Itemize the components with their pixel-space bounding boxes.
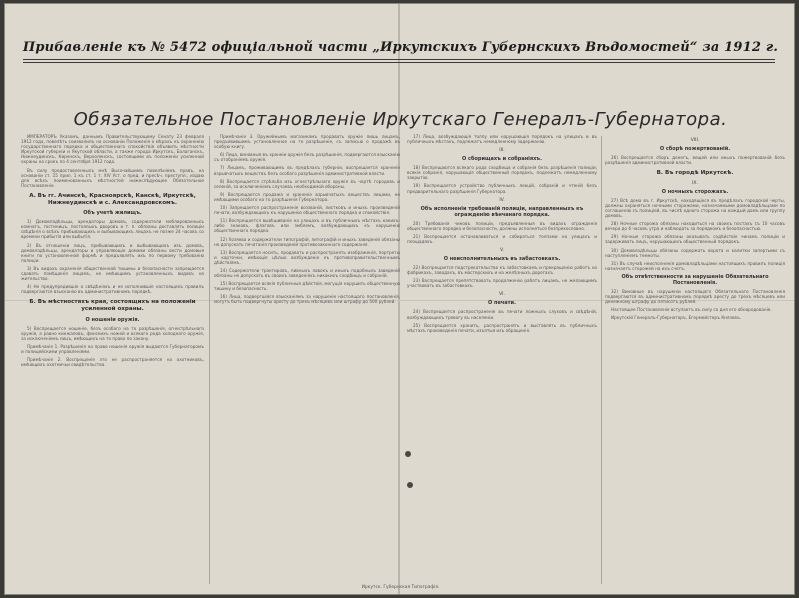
paragraph: 20) Требованія чиновъ полиціи, предъявленныя въ видахъ огражденія общественнаго порядка и безопасности, должны исполняться безпрекословно. <box>407 220 597 231</box>
paragraph: 14) Содержатели трактировъ, пивныхъ лавокъ и иныхъ подобныхъ заведеній обязаны не допускать въ своихъ заведеніяхъ никакихъ сходбищъ и собраній. <box>214 267 400 279</box>
paper-hole <box>407 482 413 488</box>
paragraph: 32) Виновные въ нарушеніи настоящаго Обязательнаго Постановленія подвергаются въ административномъ порядкѣ аресту до трехъ мѣсяцевъ или денежному штрафу до пятисотъ рублей. <box>605 288 785 305</box>
paragraph: 30) Домовладѣльцы обязаны содержать ворота и калитки запертыми съ наступленіемъ темноты. <box>605 247 785 258</box>
paragraph: 19) Воспрещается устройство публичныхъ лекцій, собраній и чтеній безъ предварительнаго разрѣшенія Губернатора. <box>407 183 597 194</box>
paragraph: Иркутскій Генералъ-Губернаторъ, Егермейстеръ Князевъ. <box>611 315 742 321</box>
paragraph: 29) Ночные сторожа обязаны оказывать содѣйствіе чинамъ полиціи и задерживать лицъ, нарушающихъ общественный порядокъ. <box>605 234 785 245</box>
section-heading: А. Въ гг. Ачинскѣ, Красноярскѣ, Канскѣ, Иркутскѣ, Нижнеудинскѣ и с. Александровскомъ. <box>29 192 196 206</box>
paragraph: 18) Воспрещаются всякаго рода сходбища и собранія безъ разрѣшенія полиціи; всякія собранія, нарушающія общественный порядокъ, подлежатъ немедленному закрытію. <box>407 165 597 181</box>
paragraph: 6) Лица, виновныя въ хранеіи оружія безъ разрѣшенія, подвергаются взысканію съ отобраніемъ оружія. <box>214 152 400 163</box>
section-number: VI. <box>499 292 505 298</box>
paragraph: 4) Не предупредившіе о свѣдѣніяхъ и не исполнившіе настоящихъ правилъ подвергаются взысканію въ административномъ порядкѣ. <box>21 284 204 295</box>
printer-imprint: Иркутск. Губернская Типографія. <box>361 585 440 590</box>
text-column-2 <box>214 134 400 586</box>
column-divider <box>601 136 602 584</box>
subsection-heading: Объ учетѣ жилищъ. <box>83 210 142 217</box>
section-number: VIII. <box>690 138 700 143</box>
subsection-heading: О сборѣ пожертвованій. <box>659 146 731 152</box>
document-title: Обязательное Постановленіе Иркутскаго Генералъ-Губернатора. <box>73 109 728 130</box>
paragraph: 1) Домовладѣльцы, арендаторы домовъ, содержатели меблированныхъ комнатъ, гостиницъ, постоялыхъ дворовъ и т. п. обязаны доставлять полиціи свѣдѣнія о всѣхъ прибывающихъ и выбывающихъ лицахъ не позже 24 часовъ со времени прибытія или выбытія. <box>21 219 204 240</box>
paragraph: 28) Ночные сторожа обязаны находиться на своихъ постахъ съ 10 часовъ вечера до 6 часовъ утра и наблюдать за порядкомъ и безопасностью. <box>605 221 785 232</box>
paragraph: 17) Лица, возбуждающія толпу или нарушающія порядокъ на улицахъ и въ публичныхъ мѣстахъ, подлежатъ немедленному задержанію. <box>407 134 597 145</box>
paragraph: 26) Воспрещается сборъ денегъ, вещей или иныхъ пожертвованій безъ разрѣшенія административной власти. <box>605 155 785 166</box>
paragraph: 12) Хозяева и содержатели типографій, литографій и иныхъ заведеній обязаны не допускать печатанія произведеній противозаконнаго содержанія. <box>214 236 400 247</box>
paragraph: 15) Воспрещается всякія публичныя дѣйствія, могущія нарушить общественную тишину и безопасность. <box>214 281 400 292</box>
subsection-heading: Объ отвѣтственности за нарушеніе Обязательнаго Постановленія. <box>621 273 769 286</box>
subsection-heading: О неисполнительныхъ въ забастовкахъ. <box>443 256 561 263</box>
text-column-3 <box>407 134 597 586</box>
paragraph: ИМПЕРАТОРЪ Указомъ, даннымъ Правительствующему Сенату 23 февраля 1912 года, повелѣть соизволилъ на основаніи Положенія о мѣрахъ къ охраненію государственнаго порядка и общественнаго спокойствія объявить мѣстности Иркутской губерніи и Якутской области, а также города Иркутскъ, Балаганскъ, Нижнеудинскъ, Киренскъ, Верхоленскъ, состоящими въ положеніи усиленной охраны на срокъ по 4 сентября 1912 года. <box>21 134 204 165</box>
section-heading: В. Въ городѣ Иркутскѣ. <box>656 170 734 177</box>
paragraph: 27) Всѣ дома въ г. Иркутскѣ, находящіеся въ предѣлахъ городской черты, должны охраняться ночными сторожами, назначаемыми домовладѣльцами по соглашенію съ полиціей, въ числѣ одного сторожа на каждый домъ или группу домовъ. <box>605 197 785 219</box>
paragraph: 7) Лицамъ, проживающимъ въ предѣлахъ губерніи, воспрещается храненіе взрывчатыхъ веществъ безъ особаго разрѣшенія административной власти. <box>214 165 400 176</box>
section-number: III. <box>499 148 505 154</box>
paragraph: 2) Въ отношеніи лицъ, прибывающихъ и выбывающихъ изъ домовъ, домовладѣльцы, арендаторы и управляющіе домами обязаны вести домовыя книги по установленной формѣ и предъявлять ихъ по первому требованію полиціи. <box>21 242 204 263</box>
subsection-heading: Объ исполненіи требованій полиціи, направленныхъ къ огражденію вѣнчанаго порядка. <box>420 205 584 218</box>
paragraph: Примѣчаніе 1. Разрѣшенія на право ношенія оружія выдаются Губернаторомъ и полицейскими управленіями. <box>21 343 204 354</box>
paragraph: 13) Воспрещается носить, продавать и распространять изображенія, портреты и карточки, имѣющія цѣлью возбужденіе къ противоправительственнымъ дѣйствіямъ. <box>214 249 400 265</box>
text-column-4 <box>605 134 785 586</box>
subsection-heading: О сборищахъ и собраніяхъ. <box>462 156 542 163</box>
paragraph: 11) Воспрещается вывѣшиваніе на улицахъ и въ публичныхъ мѣстахъ какихъ-либо знаковъ, флаговъ или эмблемъ, возбуждающихъ къ нарушенію общественнаго порядка. <box>214 218 400 234</box>
section-number: IX. <box>692 180 698 186</box>
paragraph: Примѣчаніе 2. Воспрещеніе это не распространяется на охотниковъ, имѣющихъ охотничьи свидѣтельства. <box>21 357 204 368</box>
paragraph: 31) Въ случаѣ неисполненія домовладѣльцами настоящихъ правилъ полиція назначаетъ сторожей на ихъ счетъ. <box>605 260 785 271</box>
section-number: IV. <box>499 197 505 203</box>
paragraph: 25) Воспрещается хранить, распространять и выставлять въ публичныхъ мѣстахъ произведенія печати, изъятыя изъ обращенія. <box>407 322 597 333</box>
paragraph: Примѣчаніе 3. Оружейнымъ магазинамъ продавать оружіе лишь лицамъ, предъявившимъ установленное на то разрѣшеніе, съ записью о продажѣ въ особую книгу. <box>214 134 400 150</box>
paragraph: Настоящее Постановленіе вступаетъ въ силу со дня его обнародованія. <box>611 307 772 313</box>
paragraph: 16) Лица, подвергшіяся взысканіямъ за нарушеніе настоящаго постановленія, могутъ быть подвергнуты аресту до трехъ мѣсяцевъ или штрафу до 500 рублей. <box>214 294 400 305</box>
section-number: V. <box>499 248 504 254</box>
subsection-heading: О ношеніи оружія. <box>85 316 140 323</box>
column-divider <box>209 136 210 584</box>
paragraph: 21) Воспрещается останавливаться и собираться толпами на улицахъ и площадяхъ. <box>407 233 597 244</box>
paragraph: 22) Воспрещается подстрекательство къ забастовкамъ и прекращенію работъ на фабрикахъ, заводахъ, въ мастерскихъ и на желѣзныхъ дорогахъ. <box>407 265 597 276</box>
paper-hole <box>405 451 411 457</box>
paragraph: 8) Воспрещается стрѣльба изъ огнестрѣльнаго оружія въ чертѣ городовъ и селеній, за исключеніемъ случаевъ необходимой обороны. <box>214 178 400 189</box>
paragraph: 10) Запрещается распространеніе воззваній, листковъ и иныхъ произведеній печати, возбуждающихъ къ нарушенію общественнаго порядка и спокойствія. <box>214 205 400 216</box>
supplement-heading: Прибавленіе къ № 5472 офиціальной части „Иркутскихъ Губернскихъ Вѣдомостей“ за 1912 г. <box>22 40 779 55</box>
paragraph: 24) Воспрещается распространеніе въ печати ложныхъ слуховъ и свѣдѣній, возбуждающихъ тревогу въ населеніи. <box>407 309 597 320</box>
header-rule-second <box>23 62 775 63</box>
section-heading: Б. Въ мѣстностяхъ края, состоящихъ на положеніи усиленной охраны. <box>29 299 196 312</box>
paragraph: Въ силу предоставленныхъ мнѣ Высочайшимъ повелѣніемъ правъ, на основаніи ст. 15 прил. 1 къ ст. 1 т. XIV Уст. о пред. и пресѣч. преступл., издаю для всѣхъ поименованныхъ мѣстностей нижеслѣдующее Обязательное Постановленіе. <box>21 167 204 188</box>
paragraph: 3) Въ видахъ охраненія общественной тишины и безопасности запрещается сдавать помѣщенія лицамъ, не имѣющимъ установленныхъ видовъ на жительство. <box>21 265 204 282</box>
document-sheet <box>4 3 795 595</box>
paragraph: 9) Воспрещается продажа и храненіе взрывчатыхъ веществъ лицами, не имѣющими особаго на то разрѣшенія Губернатора. <box>214 191 400 202</box>
text-column-1 <box>21 134 204 586</box>
paragraph: 5) Воспрещается ношеніе, безъ особаго на то разрѣшенія, огнестрѣльнаго оружія, а равно кинжаловъ, финскихъ ножей и всякаго рода холоднаго оружія, за исключеніемъ лицъ, имѣющихъ на то право по закону. <box>21 325 204 341</box>
paragraph: 23) Воспрещается препятствовать продолженію работъ лицамъ, не желающимъ участвовать въ забастовкахъ. <box>407 278 597 289</box>
header-rule <box>23 59 775 60</box>
subsection-heading: О ночныхъ сторожахъ. <box>661 188 729 195</box>
subsection-heading: О печати. <box>488 300 516 307</box>
